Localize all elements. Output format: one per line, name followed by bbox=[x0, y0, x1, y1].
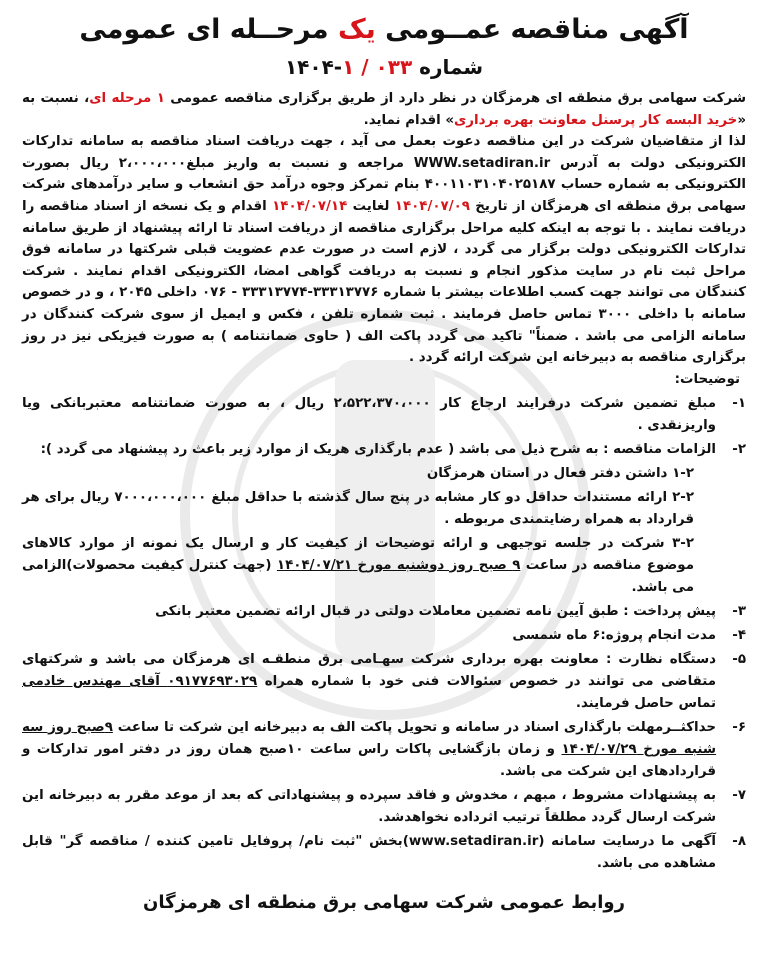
setadiran-link[interactable]: WWW.setadiran.ir bbox=[413, 155, 551, 171]
list-item bbox=[22, 439, 746, 461]
title-highlight: یک bbox=[337, 14, 376, 45]
item-text bbox=[22, 717, 716, 783]
item-number: ۱- bbox=[732, 395, 746, 411]
date-start: ۱۴۰۴/۰۷/۰۹ bbox=[394, 198, 470, 214]
intro-text: لذا از متقاضیان شرکت در این مناقصه دعوت بعمل می آید ، جهت دریافت اسناد مناقصه به سامانه تدارکات الکترونیکی دولت به آدرس bbox=[22, 134, 747, 171]
item-text: مدت انجام پروژه:۶ ماه شمسی bbox=[512, 627, 716, 643]
intro-text: ، نسبت به « bbox=[22, 91, 746, 128]
intro-text: اقدام و یک نسخه از اسناد مناقصه را دریافت نمایند . با توجه به اینکه کلیه مراحل برگزاری مناقصه از دریافت اسناد تا ارائه پیشنهاد از طریق سامانه تدارکات الکترونیکی دولت برگزار می گردد ، لازم است در صورت عدم عضویت قبلی شرکتها در سامانه فوق مراحل ثبت نام در سایت مذکور انجام و نسبت به دریافت گواهی امضا، الکترونیکی اقدام نمایند . شرکت کنندگان می توانند جهت کسب اطلاعات بیشتر با شماره ۳۳۳۱۳۷۷۶-۳۳۳۱۳۷۷۴ - ۰۷۶ داخلی ۲۰۴۵ ، و در خصوص سامانه با داخلی ۳۰۰۰ تماس حاصل فرمایند . ثبت شماره تلفن ، فکس و ایمیل از سوی شرکت کنندگان در سامانه الزامی می باشد . ضمناً" تاکید می گردد پاکت الف ( حاوی ضمانتنامه ) به صورت فیزیکی نیز در روز برگزاری مناقصه به دبیرخانه این شرکت ارائه گردد . bbox=[22, 198, 746, 366]
intro-text: » اقدام نماید. bbox=[363, 112, 455, 128]
list-item bbox=[22, 831, 746, 875]
notes-heading: توضیحات: bbox=[674, 371, 740, 387]
sub-item-text: ۳-۲ شرکت در جلسه توجیهی و ارائه توضیحات از کیفیت کار و ارسال یک نمونه از موارد کالاهای موضوع مناقصه در ساعت bbox=[22, 535, 694, 573]
item-number: ۸- bbox=[732, 833, 746, 849]
notice-number bbox=[22, 52, 746, 82]
item-text: به پیشنهادات مشروط ، مبهم ، مخدوش و فاقد سپرده و پیشنهاداتی که بعد از موعد مقرر به دبیرخانه این شرکت ارسال گردد مطلقاً ترتیب اثرداده نخواهدشد. bbox=[22, 787, 716, 825]
intro-text: مراجعه و نسبت به واریز مبلغ۲،۰۰۰،۰۰۰ ریال بصورت الکترونیکی به شماره حساب ۴۰۰۱۱۰۳۱۰۴۰۲۵۱۸۷ بنام تمرکز وجوه درآمد حق انشعاب و سایر درآمدهای شرکت سهامی برق منطقه ای هرمزگان از تاریخ bbox=[22, 155, 746, 214]
title-part-1: آگهی مناقصه عمــومی bbox=[385, 14, 689, 45]
item-number: ۲- bbox=[732, 441, 746, 457]
item-text: پیش پرداخت : طبق آیین نامه تضمین معاملات دولتی در قبال ارائه تضمین معتبر بانکی bbox=[155, 603, 716, 619]
item-number: ۵- bbox=[732, 651, 746, 667]
date-end: ۱۴۰۴/۰۷/۱۴ bbox=[272, 198, 348, 214]
intro-paragraph-2 bbox=[22, 131, 746, 369]
number-year: -۱۴۰۴ bbox=[284, 55, 343, 79]
item-text: الزامات مناقصه : به شرح ذیل می باشد ( عدم بارگذاری هریک از موارد زیر باعث رد پیشنهاد می گردد ): bbox=[40, 441, 716, 457]
item-number: ۷- bbox=[732, 787, 746, 803]
item-text-part: و زمان بازگشایی پاکات راس ساعت ۱۰صبح همان روز در دفتر امور تدارکات و قراردادهای این شرکت می باشد. bbox=[22, 741, 716, 779]
item-text bbox=[22, 649, 716, 715]
list-item bbox=[22, 649, 746, 715]
sub-item bbox=[22, 533, 746, 599]
list-item bbox=[22, 785, 746, 829]
footer-signature: روابط عمومی شرکت سهامی برق منطقه ای هرمزگان bbox=[143, 891, 625, 913]
number-highlight: ۰۳۳ / ۱ bbox=[342, 55, 413, 79]
item-text-part: دستگاه نظارت : معاونت بهره برداری شرکت سهـامی برق منطقـه ای هرمزگان می باشد و شرکتهای متقاضی می توانند در خصوص سئوالات فنی خود با شماره همراه bbox=[22, 651, 716, 689]
item-text-part: تماس حاصل فرمایند. bbox=[575, 695, 716, 711]
contact-phone: ۰۹۱۷۷۶۹۳۰۲۹ آقای مهندس خادمی bbox=[22, 673, 258, 689]
sub-item-text: (جهت کنترل کیفیت محصولات)الزامی می باشد. bbox=[22, 557, 694, 595]
item-text-part: حداکثــرمهلت بارگذاری اسناد در سامانه و تحویل پاکت الف به دبیرخانه این شرکت تا ساعت bbox=[117, 719, 716, 735]
intro-paragraph-1 bbox=[22, 88, 746, 131]
item-text: مبلغ تضمین شرکت درفرایند ارجاع کار ۲،۵۲۲،۳۷۰،۰۰۰ ریال ، به صورت ضمانتنامه معتبربانکی ویا واریزنقدی . bbox=[22, 395, 716, 433]
item-number: ۳- bbox=[732, 603, 746, 619]
list-item bbox=[22, 717, 746, 783]
intro-text: شرکت سهامی برق منطقه ای هرمزگان در نظر دارد از طریق برگزاری مناقصه عمومی bbox=[170, 91, 747, 106]
item-number: ۶- bbox=[732, 719, 746, 735]
intro-text: لغایت bbox=[352, 198, 390, 214]
sub-item: ۲-۲ ارائه مستندات حداقل دو کار مشابه در پنج سال گذشته با حداقل مبلغ ۷۰۰۰،۰۰۰،۰۰۰ ریال برای هر قرارداد به همراه رضایتمندی مربوطه . bbox=[22, 489, 694, 527]
item-text: آگهی ما درسایت سامانه (www.setadiran.ir)بخش "ثبت نام/ پروفایل تامین کننده / مناقصه گر" قابل مشاهده می باشد. bbox=[22, 833, 716, 871]
item-number: ۴- bbox=[732, 627, 746, 643]
list-item bbox=[22, 625, 746, 647]
list-item bbox=[22, 393, 746, 437]
list-item bbox=[22, 601, 746, 623]
title-part-2: مرحــله ای عمومی bbox=[79, 14, 329, 45]
intro-highlight-subject: خرید البسه کار پرسنل معاونت بهره برداری bbox=[454, 112, 738, 128]
briefing-date: ۹ صبح روز دوشنبه مورخ ۱۴۰۴/۰۷/۲۱ bbox=[276, 557, 521, 573]
intro-highlight-stage: ۱ مرحله ای bbox=[89, 91, 165, 106]
notice-title bbox=[22, 10, 746, 50]
deadline-date: ۹صبح روز سه شنبه مورخ ۱۴۰۴/۰۷/۲۹ bbox=[22, 719, 717, 757]
number-label: شماره bbox=[419, 55, 484, 79]
sub-item: ۱-۲ داشتن دفتر فعال در استان هرمزگان bbox=[426, 465, 694, 481]
